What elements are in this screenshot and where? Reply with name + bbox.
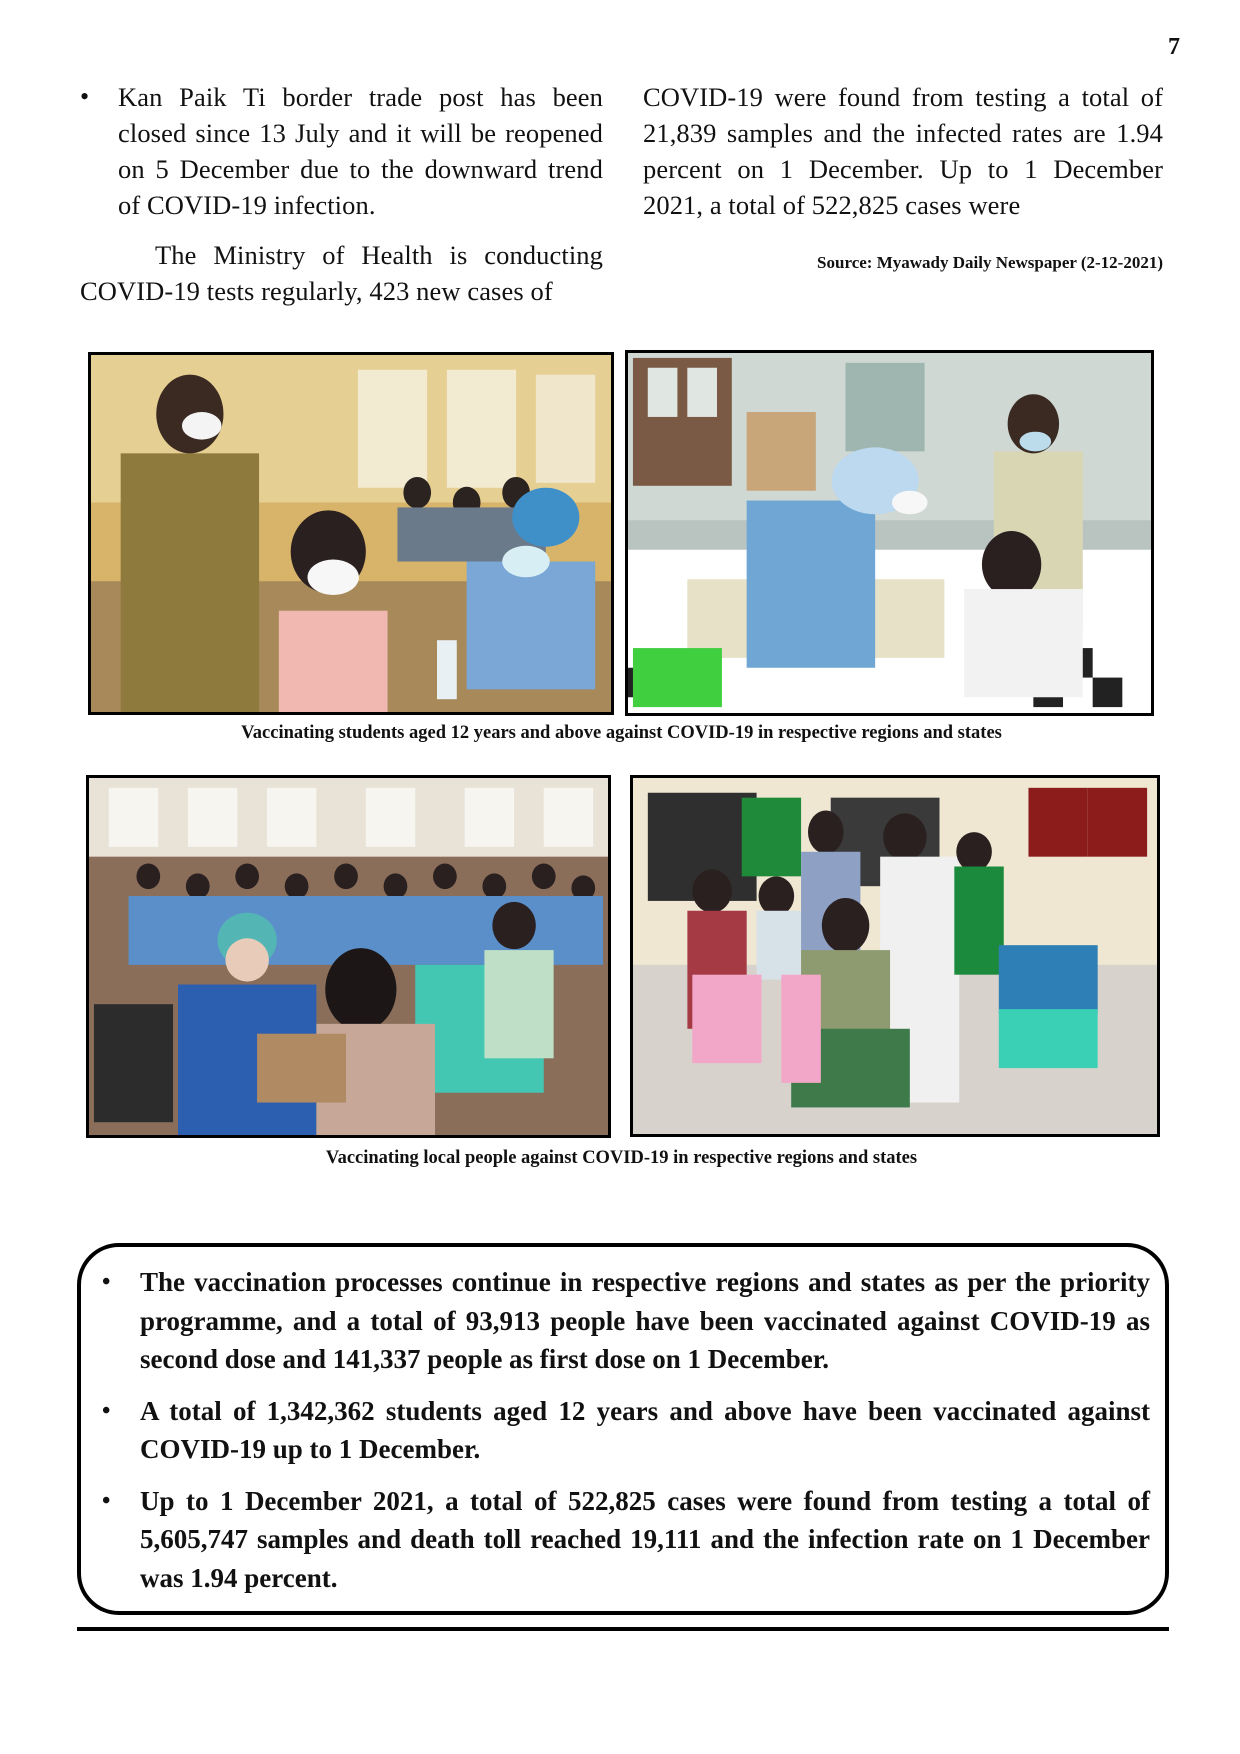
summary-item-vaccination-doses: • The vaccination processes continue in respective regions and states as per the priority programme, and a total of 93,913 people have been vaccinated against COVID-19 as second dose and 141,337 people as first dose on 1 December. (140, 1263, 1150, 1379)
summary-list (140, 1263, 1150, 1610)
caption-students: Vaccinating students aged 12 years and above against COVID-19 in respective regions and states (241, 723, 1002, 743)
page-number: 7 (1168, 34, 1180, 60)
photo-local-vaccination-2 (630, 775, 1160, 1137)
photo-student-vaccination-2 (625, 350, 1154, 716)
bottom-rule (77, 1627, 1169, 1631)
photo-local-vaccination-1 (86, 775, 611, 1138)
right-column (643, 79, 1163, 223)
source-note: Source: Myawady Daily Newspaper (2-12-2021) (817, 253, 1163, 272)
caption-local-people: Vaccinating local people against COVID-19 in respective regions and states (325, 1148, 918, 1168)
photo-student-vaccination-1 (88, 352, 614, 715)
left-column (80, 79, 603, 309)
testing-paragraph-continued: COVID-19 were found from testing a total of 21,839 samples and the infected rates are 1.94 percent on 1 December. Up to 1 December 2021, a total of 522,825 cases were (643, 82, 1163, 220)
summary-item-case-totals: • Up to 1 December 2021, a total of 522,825 cases were found from testing a total of 5,605,747 samples and death toll reached 19,111 and the infection rate on 1 December was 1.94 percent. (140, 1482, 1150, 1598)
health-ministry-paragraph: The Ministry of Health is conducting COVID-19 tests regularly, 423 new cases of (80, 240, 603, 306)
border-trade-bullet: • Kan Paik Ti border trade post has been closed since 13 July and it will be reopened on 5 December due to the downward trend of COVID-19 infection. (80, 79, 603, 223)
summary-item-students-vaccinated: • A total of 1,342,362 students aged 12 years and above have been vaccinated against COVID-19 up to 1 December. (140, 1392, 1150, 1469)
